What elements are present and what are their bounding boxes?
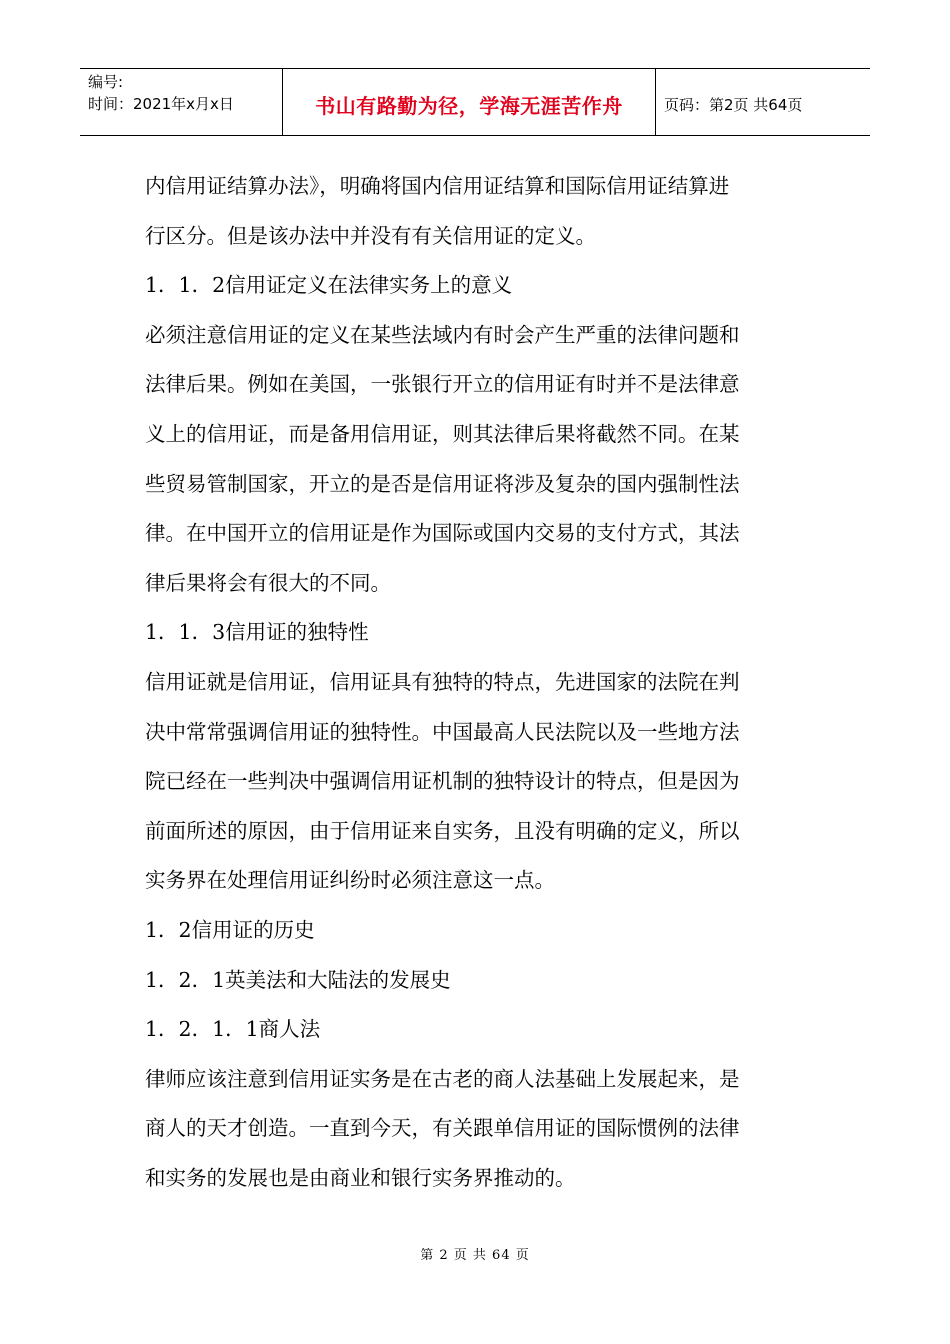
body-line: 些贸易管制国家，开立的是否是信用证将涉及复杂的国内强制性法 bbox=[145, 471, 740, 496]
body-line: 内信用证结算办法》，明确将国内信用证结算和国际信用证结算进 bbox=[145, 174, 730, 198]
document-body bbox=[145, 162, 805, 1203]
body-line: 律。在中国开立的信用证是作为国际或国内交易的支付方式，其法 bbox=[145, 521, 740, 546]
section-heading: 1．2．1英美法和大陆法的发展史 bbox=[145, 967, 451, 992]
section-heading: 1．1．2信用证定义在法律实务上的意义 bbox=[145, 273, 513, 298]
header-page-cell bbox=[656, 69, 870, 135]
body-line: 律后果将会有很大的不同。 bbox=[145, 570, 391, 595]
document-time-label: 时间：2021年x月x日 bbox=[88, 95, 234, 113]
body-line: 义上的信用证，而是备用信用证，则其法律后果将截然不同。在某 bbox=[145, 421, 740, 446]
body-line: 决中常常强调信用证的独特性。中国最高人民法院以及一些地方法 bbox=[145, 719, 740, 744]
page-footer bbox=[0, 1244, 950, 1263]
header-page-number: 页码：第2页 共64页 bbox=[664, 95, 803, 114]
section-heading: 1．2信用证的历史 bbox=[145, 917, 315, 942]
header-motto: 书山有路勤为径，学海无涯苦作舟 bbox=[315, 93, 623, 118]
section-heading: 1．2．1．1商人法 bbox=[145, 1017, 321, 1042]
body-line: 律师应该注意到信用证实务是在古老的商人法基础上发展起来，是 bbox=[145, 1066, 740, 1091]
page-header bbox=[80, 68, 870, 136]
header-motto-cell bbox=[282, 69, 656, 135]
footer-page-number: 第 2 页 共 64 页 bbox=[420, 1248, 530, 1263]
body-line: 必须注意信用证的定义在某些法域内有时会产生严重的法律问题和 bbox=[145, 322, 740, 347]
body-line: 行区分。但是该办法中并没有有关信用证的定义。 bbox=[145, 223, 596, 248]
document-number-label: 编号: bbox=[88, 73, 124, 91]
body-line: 前面所述的原因，由于信用证来自实务，且没有明确的定义，所以 bbox=[145, 818, 740, 843]
body-line: 和实务的发展也是由商业和银行实务界推动的。 bbox=[145, 1165, 576, 1190]
header-meta bbox=[80, 69, 282, 135]
body-line: 实务界在处理信用证纠纷时必须注意这一点。 bbox=[145, 868, 555, 893]
body-line: 院已经在一些判决中强调信用证机制的独特设计的特点，但是因为 bbox=[145, 769, 740, 794]
body-line: 商人的天才创造。一直到今天，有关跟单信用证的国际惯例的法律 bbox=[145, 1116, 740, 1141]
body-line: 信用证就是信用证，信用证具有独特的特点，先进国家的法院在判 bbox=[145, 669, 740, 694]
section-heading: 1．1．3信用证的独特性 bbox=[145, 620, 369, 645]
body-line: 法律后果。例如在美国，一张银行开立的信用证有时并不是法律意 bbox=[145, 372, 740, 397]
